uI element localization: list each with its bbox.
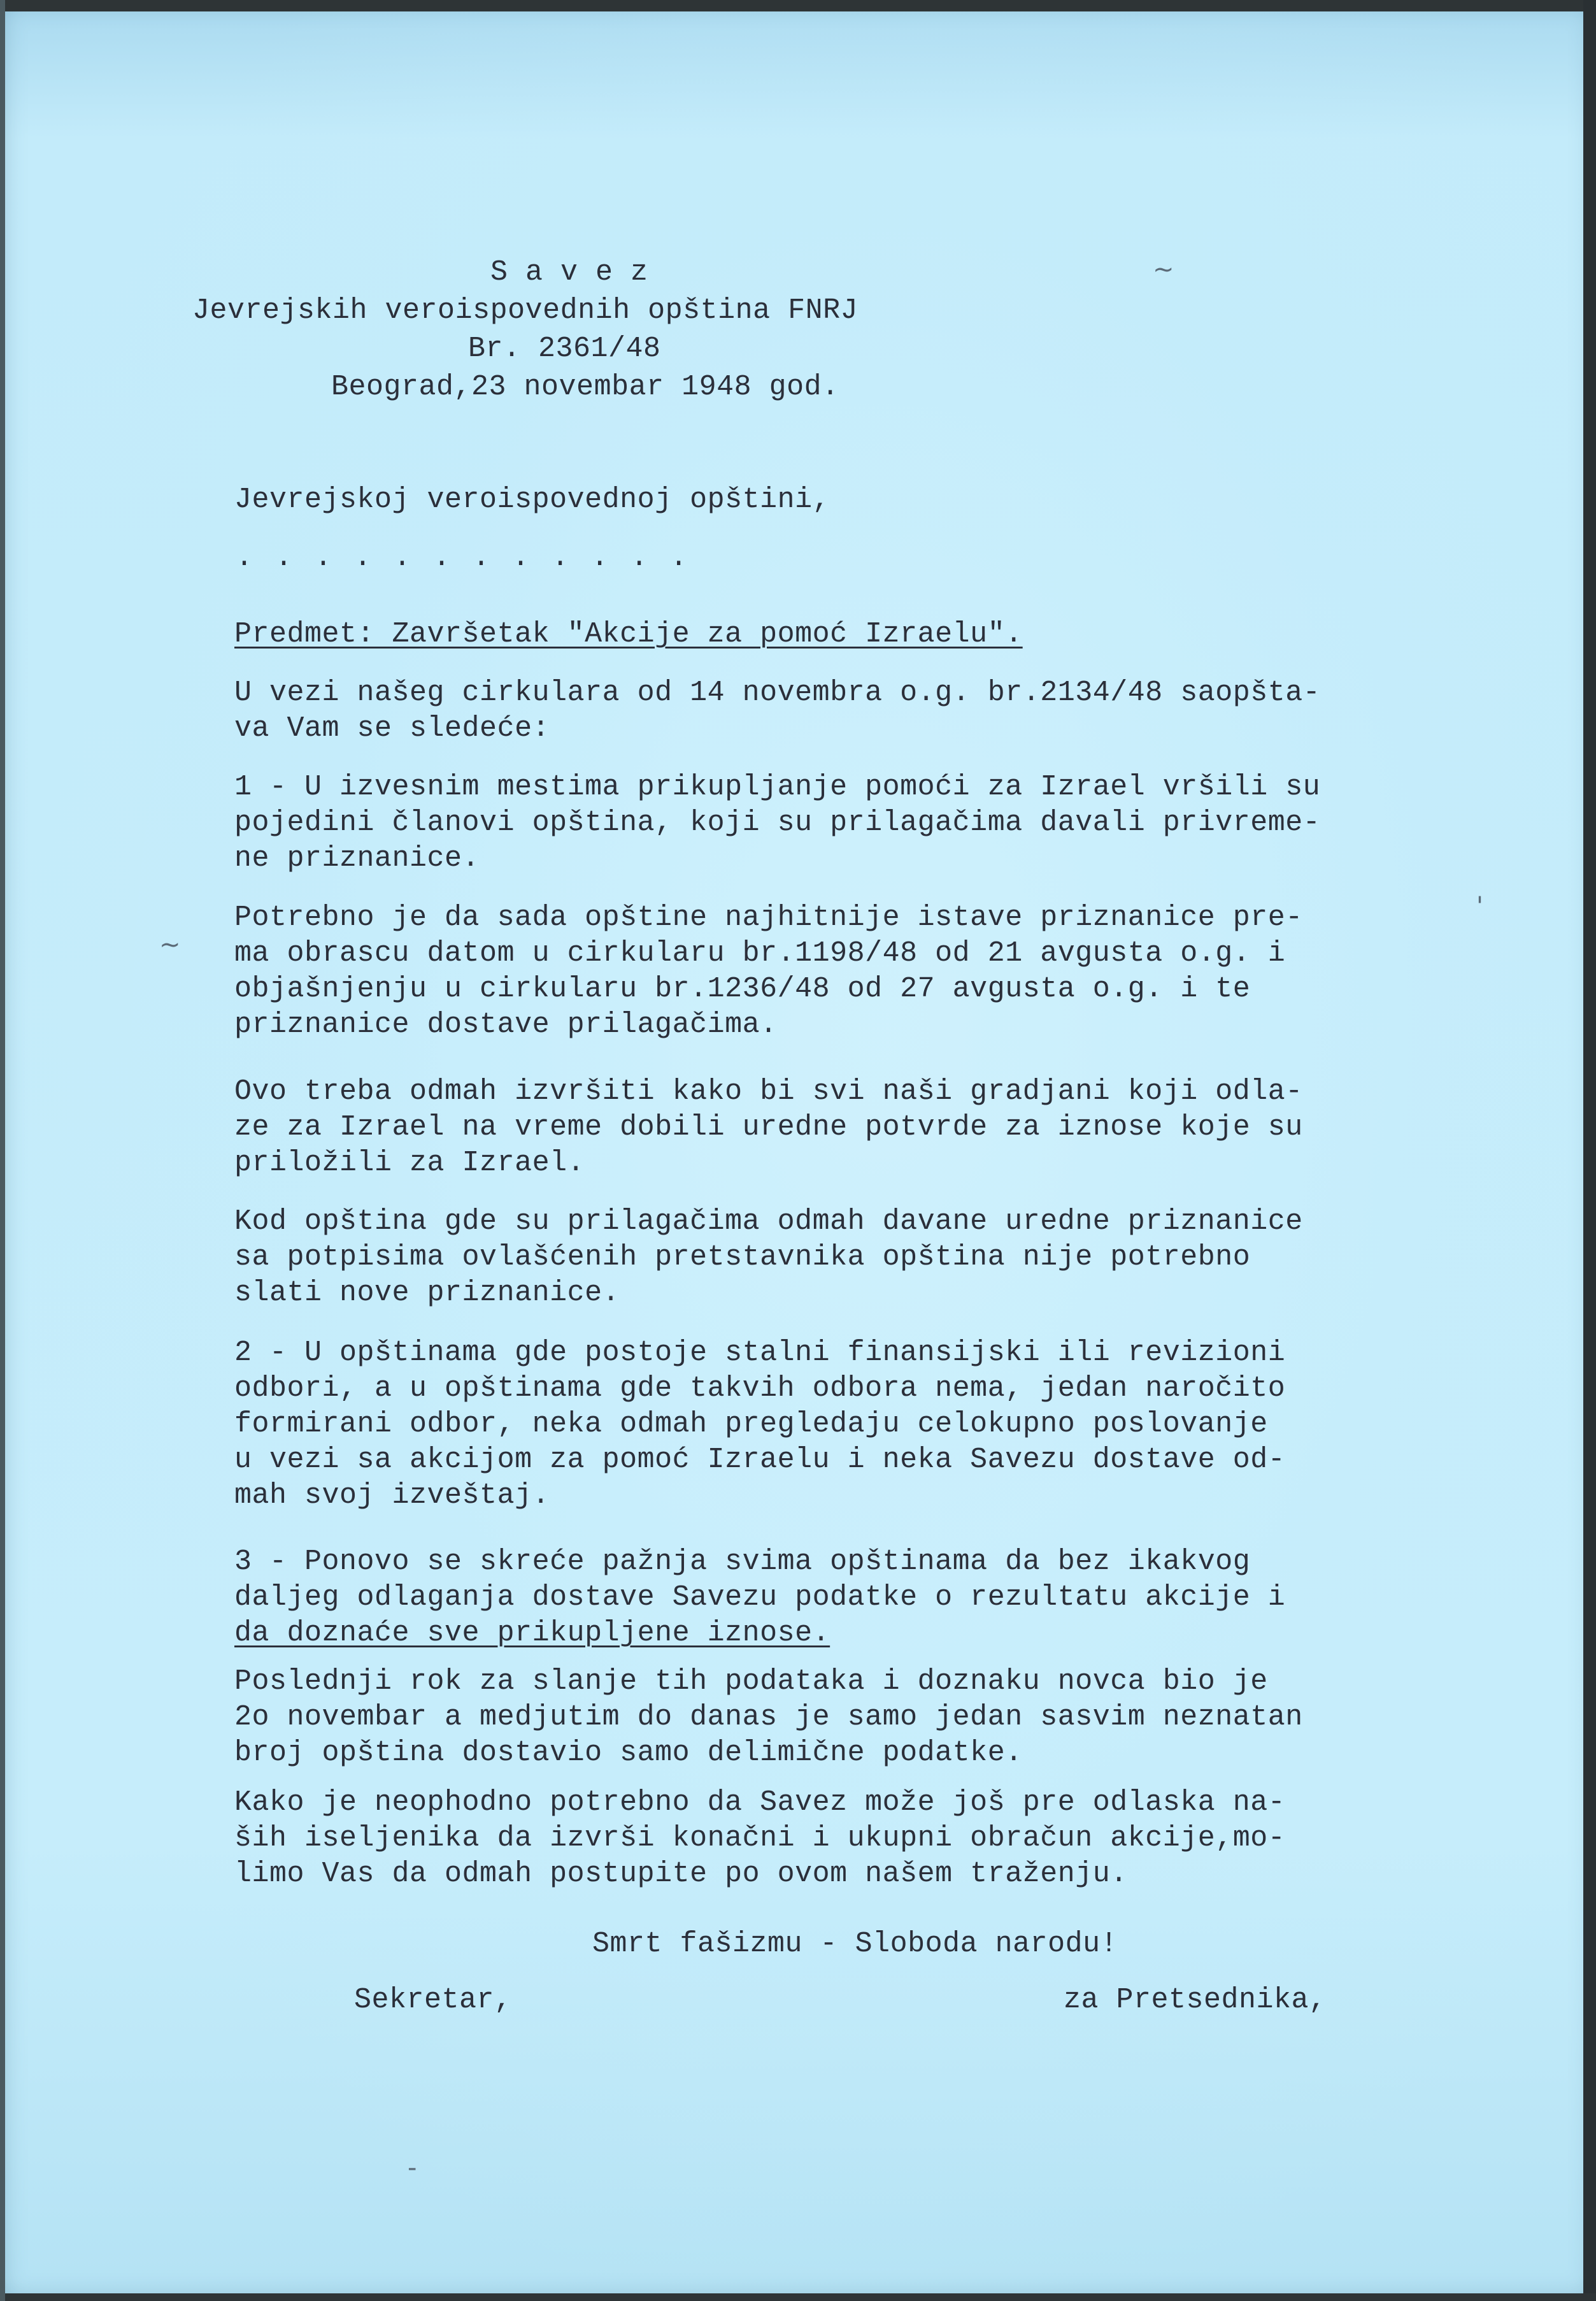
signature-secretary: Sekretar, bbox=[354, 1984, 512, 2016]
header-organization-spaced: S a v e z bbox=[490, 256, 648, 289]
body-line: 2o novembar a medjutim do danas je samo jedan sasvim neznatan bbox=[234, 1701, 1303, 1733]
body-line: ne priznanice. bbox=[234, 842, 480, 875]
body-line: Kako je neophodno potrebno da Savez može još pre odlaska na- bbox=[234, 1786, 1286, 1819]
body-line: broj opština dostavio samo delimične podatke. bbox=[234, 1737, 1023, 1769]
body-line: 2 - U opštinama gde postoje stalni finansijski ili revizioni bbox=[234, 1337, 1286, 1369]
body-line: mah svoj izveštaj. bbox=[234, 1479, 550, 1512]
body-line: formirani odbor, neka odmah pregledaju celokupno poslovanje bbox=[234, 1408, 1268, 1440]
scan-edge-left bbox=[0, 0, 5, 2301]
body-line: 3 - Ponovo se skreće pažnja svima opštinama da bez ikakvog bbox=[234, 1545, 1251, 1578]
body-line: ših iseljenika da izvrši konačni i ukupni obračun akcije,mo- bbox=[234, 1822, 1286, 1854]
scan-speck: ~ bbox=[159, 930, 181, 959]
body-line: limo Vas da odmah postupite po ovom našem traženju. bbox=[234, 1858, 1128, 1890]
body-line: u vezi sa akcijom za pomoć Izraelu i neka Savezu dostave od- bbox=[234, 1444, 1286, 1476]
scan-speck: ' bbox=[1476, 892, 1483, 921]
body-line: Ovo treba odmah izvršiti kako bi svi naši gradjani koji odla- bbox=[234, 1075, 1303, 1108]
header-reference-number: Br. 2361/48 bbox=[468, 333, 661, 365]
header-place-date: Beograd,23 novembar 1948 god. bbox=[331, 371, 839, 403]
body-line: U vezi našeg cirkulara od 14 novembra o.g. br.2134/48 saopšta- bbox=[234, 677, 1321, 709]
scan-speck: ~ bbox=[1153, 255, 1174, 284]
body-line: Kod opština gde su prilagačima odmah davane uredne priznanice bbox=[234, 1205, 1303, 1238]
body-line: slati nove priznanice. bbox=[234, 1277, 620, 1309]
signature-president: za Pretsednika, bbox=[1064, 1984, 1327, 2016]
closing-slogan: Smrt fašizmu - Sloboda narodu! bbox=[592, 1928, 1118, 1960]
scan-edge-top bbox=[0, 0, 1596, 11]
body-line: daljeg odlaganja dostave Savezu podatke o rezultatu akcije i bbox=[234, 1581, 1286, 1614]
body-line: odbori, a u opštinama gde takvih odbora nema, jedan naročito bbox=[234, 1372, 1286, 1405]
scan-edge-right bbox=[1583, 0, 1596, 2301]
scan-speck: - bbox=[408, 2153, 417, 2183]
body-line: ma obrascu datom u cirkularu br.1198/48 od 21 avgusta o.g. i bbox=[234, 937, 1286, 970]
body-line: sa potpisima ovlašćenih pretstavnika opština nije potrebno bbox=[234, 1241, 1251, 1273]
body-line: priznanice dostave prilagačima. bbox=[234, 1008, 778, 1041]
body-line: ze za Izrael na vreme dobili uredne potvrde za iznose koje su bbox=[234, 1111, 1303, 1143]
body-line: va Vam se sledeće: bbox=[234, 712, 550, 745]
body-line: objašnjenju u cirkularu br.1236/48 od 27 avgusta o.g. i te bbox=[234, 973, 1251, 1005]
body-line-underlined: da doznaće sve prikupljene iznose. bbox=[234, 1617, 830, 1649]
recipient-placeholder-dots: . . . . . . . . . . . . bbox=[236, 541, 690, 574]
recipient-line: Jevrejskoj veroispovednoj opštini, bbox=[234, 484, 830, 516]
body-line: Poslednji rok za slanje tih podataka i doznaku novca bio je bbox=[234, 1665, 1268, 1698]
header-organization-name: Jevrejskih veroispovednih opština FNRJ bbox=[192, 294, 859, 327]
scan-edge-bottom bbox=[0, 2293, 1596, 2301]
body-line: pojedini članovi opština, koji su prilagačima davali privreme- bbox=[234, 806, 1321, 839]
body-line: Potrebno je da sada opštine najhitnije istave priznanice pre- bbox=[234, 901, 1303, 934]
body-line: 1 - U izvesnim mestima prikupljanje pomoći za Izrael vršili su bbox=[234, 771, 1321, 803]
body-line: priložili za Izrael. bbox=[234, 1147, 585, 1179]
subject-line: Predmet: Završetak "Akcije za pomoć Izraelu". bbox=[234, 618, 1023, 650]
